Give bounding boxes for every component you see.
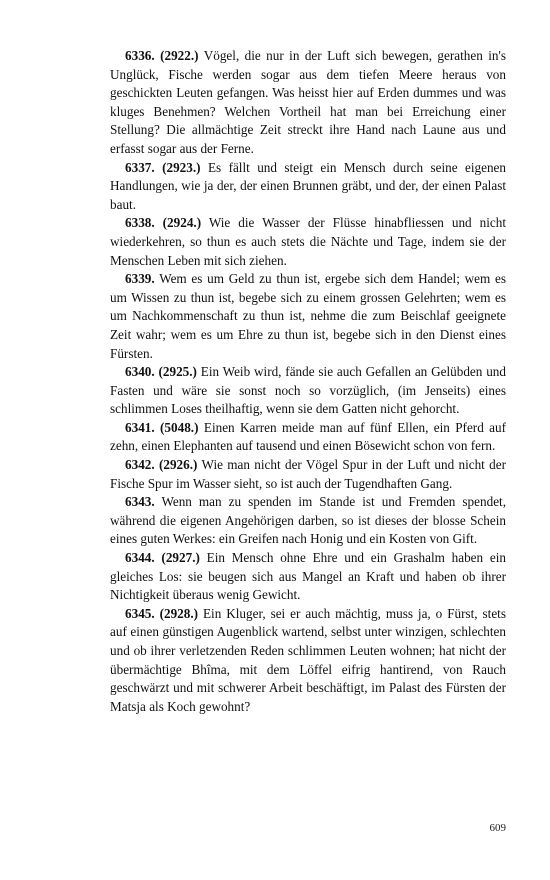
entry-6341 [110, 419, 506, 456]
entry-number: 6337. (2923.) [125, 159, 201, 175]
entry-number: 6343. [125, 494, 155, 510]
entry-6336 [110, 47, 506, 159]
entry-text: Es fällt und steigt ein Mensch durch seine eigenen Handlungen, wie ja der, der einen Brunnen gräbt, und der, der einen Palast baut. [110, 159, 506, 212]
entry-number: 6339. [125, 271, 155, 287]
entry-text: Wie man nicht der Vögel Spur in der Luft und nicht der Fische Spur im Wasser sieht, so ist auch der Tugendhaften Gang. [110, 457, 506, 491]
page-number: 609 [489, 822, 506, 834]
entry-6337 [110, 159, 506, 215]
entry-text: Einen Karren meide man auf fünf Ellen, ein Pferd auf zehn, einen Elephanten auf tausend und einen Bösewicht schon von fern. [110, 419, 506, 454]
entry-text: Wem es um Geld zu thun ist, ergebe sich dem Handel; wem es um Wissen zu thun ist, begebe sich zu einem grossen Gelehrten; wem es um Nachkommenschaft zu thun ist, nehme die zum Beischlaf geeignete Zeit wahr; wem es um Ehre zu thun ist, begebe sich in den Dienst eines Fürsten. [110, 271, 506, 361]
entry-6344 [110, 549, 506, 605]
entry-6342 [110, 456, 506, 493]
entry-text: Vögel, die nur in der Luft sich bewegen, gerathen in's Unglück, Fische werden sogar aus dem tiefen Meere heraus von geschickten Leuten gefangen. Was heisst hier auf Erden dummes und was kluges Benehmen? Welchen Vortheil hat man bei Erreichung einer Stellung? Die allmächtige Zeit streckt ihre Hand nach Laune aus und erfasst sogar aus der Ferne. [110, 48, 506, 156]
entry-6339 [110, 270, 506, 363]
entry-number: 6345. (2928.) [125, 605, 199, 621]
entry-text: Ein Weib wird, fände sie auch Gefallen an Gelübden und Fasten und wäre sie sonst noch so vorzüglich, (im Jenseits) eines schlimmen Loses theilhaftig, wenn sie dem Gatten nicht gehorcht. [110, 364, 506, 417]
entry-6340 [110, 363, 506, 419]
page-text-block [110, 47, 506, 716]
entry-number: 6344. (2927.) [125, 550, 200, 566]
entry-6345 [110, 605, 506, 717]
entry-text: Wie die Wasser der Flüsse hinabfliessen und nicht wiederkehren, so thun es auch stets die Nächte und Tage, indem sie der Menschen Leben mit sich ziehen. [110, 215, 506, 268]
entry-text: Ein Kluger, sei er auch mächtig, muss ja, o Fürst, stets auf einen günstigen Augenblick wartend, selbst unter winzigen, schlechten und ob ihrer verletzenden Reden schlimmen Leuten wohnen; hat nicht der übermächtige Bhîma, mit dem Löffel eifrig hantirend, von Rauch geschwärzt und mit schwerer Arbeit beschäftigt, im Palast des Fürsten der Matsja als Koch gewohnt? [110, 605, 506, 714]
entry-text: Ein Mensch ohne Ehre und ein Grashalm haben ein gleiches Los: sie beugen sich aus Mangel an Kraft und haben ob ihrer Nichtigkeit überaus wenig Gewicht. [110, 550, 506, 603]
entry-number: 6336. (2922.) [125, 48, 199, 63]
entry-number: 6338. (2924.) [125, 215, 202, 231]
entry-6343 [110, 493, 506, 549]
entry-text: Wenn man zu spenden im Stande ist und Fremden spendet, während die eigenen Angehörigen darben, so ist dieses der blosse Schein eines guten Werkes: ein Greifen nach Honig und ein Kosten von Gift. [110, 494, 507, 547]
entry-number: 6340. (2925.) [125, 364, 197, 380]
entry-number: 6341. (5048.) [125, 419, 199, 435]
entry-6338 [110, 214, 506, 270]
entry-number: 6342. (2926.) [125, 457, 198, 473]
